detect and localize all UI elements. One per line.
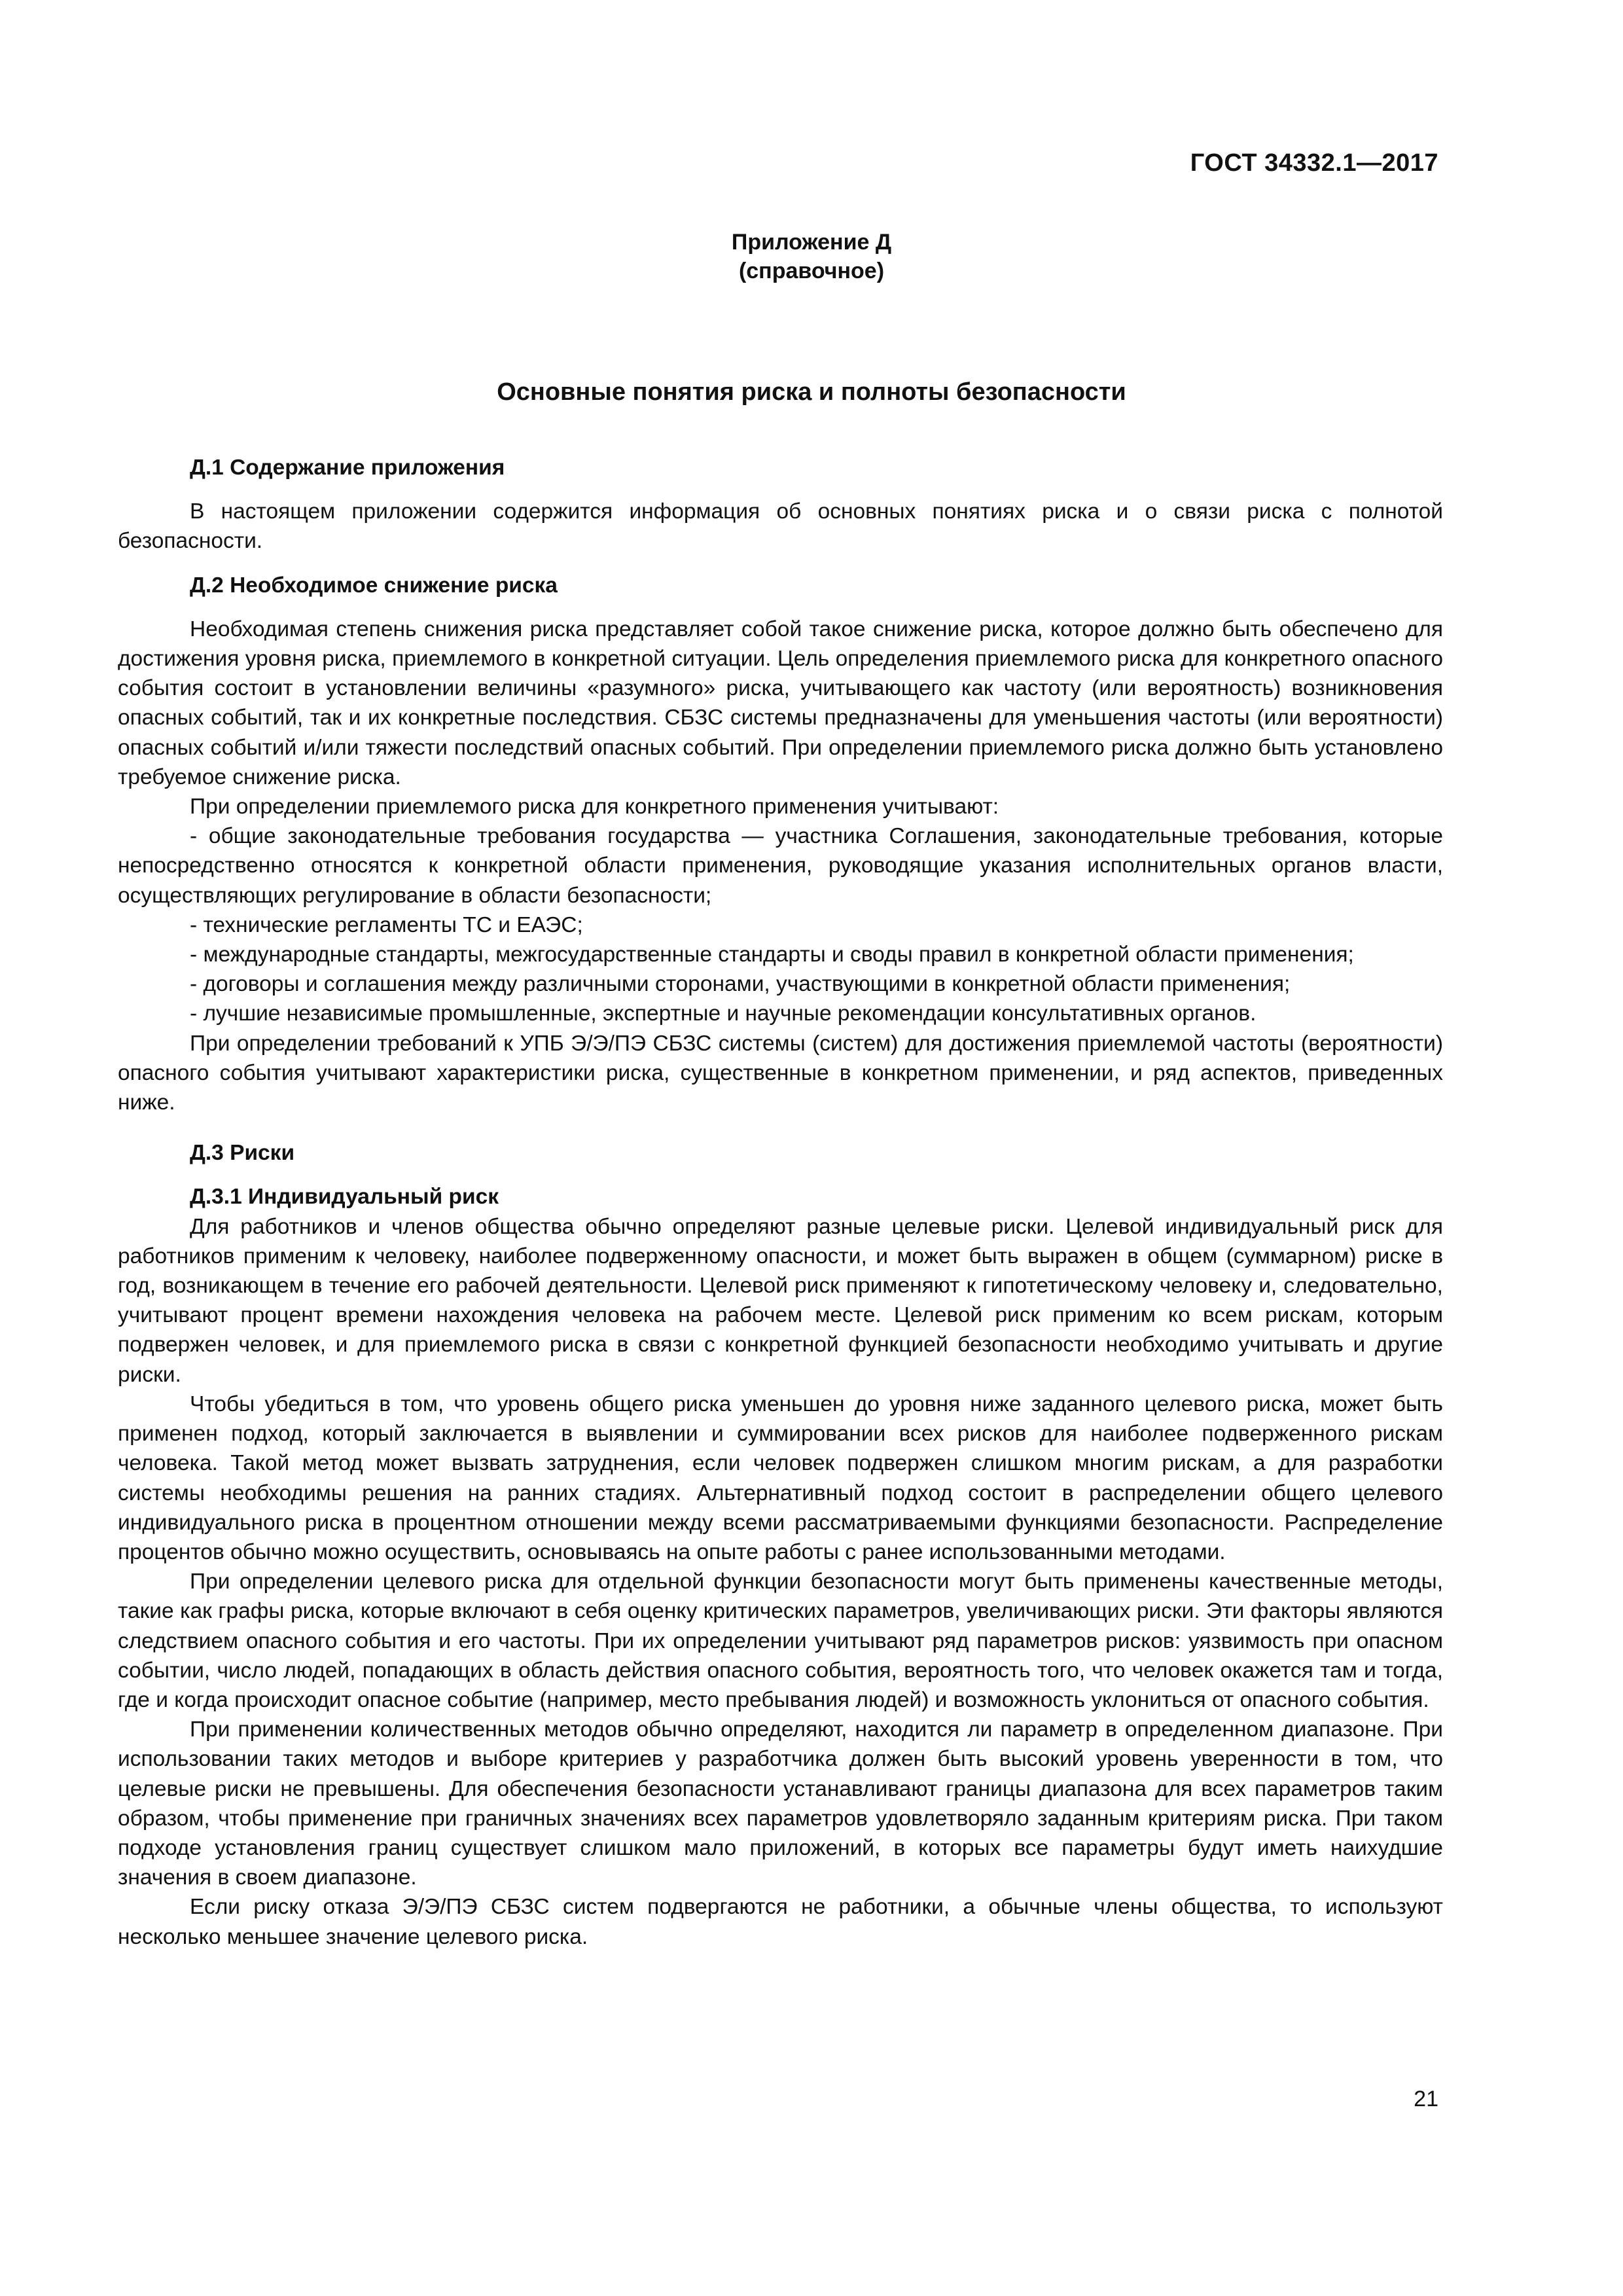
page-title: Основные понятия риска и полноты безопасности xyxy=(497,378,1126,406)
list-item: - лучшие независимые промышленные, экспертные и научные рекомендации консультативных органов. xyxy=(190,1001,1257,1026)
list-item: - договоры и соглашения между различными сторонами, участвующими в конкретной области применения; xyxy=(190,972,1291,997)
appendix-title: Приложение Д xyxy=(731,230,892,255)
list-item: - технические регламенты ТС и ЕАЭС; xyxy=(190,912,583,937)
paragraph: При определении целевого риска для отдельной функции безопасности могут быть применены качественные методы, такие как графы риска, которые включают в себя оценку критических параметров, увеличивающих риски. Эти факторы являются следствием опасного события и его частоты. При их определении учитывают ряд параметров рисков: уязвимость при опасном событии, число людей, попадающих в область действия опасного события, вероятность того, что человек окажется там и тогда, где и когда происходит опасное событие (например, место пребывания людей) и возможность уклониться от опасного события. xyxy=(118,1570,1443,1712)
page-number: 21 xyxy=(1414,2087,1438,2111)
appendix-heading xyxy=(0,228,1623,285)
paragraph: При определении приемлемого риска для конкретного применения учитывают: xyxy=(190,795,999,819)
section-heading-d3: Д.3 Риски xyxy=(190,1141,295,1166)
paragraph: В настоящем приложении содержится информация об основных понятиях риска и о связи риска с полнотой безопасности. xyxy=(118,499,1443,554)
list-item: - международные стандарты, межгосударственные стандарты и своды правил в конкретной области применения; xyxy=(190,942,1354,967)
section-heading-d1: Д.1 Содержание приложения xyxy=(190,456,505,480)
paragraph: Если риску отказа Э/Э/ПЭ СБЗС систем подвергаются не работники, а обычные члены общества, то используют несколько меньшее значение целевого риска. xyxy=(118,1895,1443,1949)
paragraph: Необходимая степень снижения риска представляет собой такое снижение риска, которое должно быть обеспечено для достижения уровня риска, приемлемого в конкретной ситуации. Цель определения приемлемого риска для конкретного опасного события состоит в установлении величины «разумного» риска, учитывающего как частоту (или вероятность) возникновения опасных событий, так и их конкретные последствия. СБЗС системы предназначены для уменьшения частоты (или вероятности) опасных событий и/или тяжести последствий опасных событий. При определении приемлемого риска должно быть установлено требуемое снижение риска. xyxy=(118,617,1443,789)
subsection-heading-d3-1: Д.3.1 Индивидуальный риск xyxy=(190,1185,499,1210)
paragraph: При определении требований к УПБ Э/Э/ПЭ СБЗС системы (систем) для достижения приемлемой частоты (вероятности) опасного события учитывают характеристики риска, существенные в конкретном применении, и ряд аспектов, приведенных ниже. xyxy=(118,1031,1443,1115)
list-item: - общие законодательные требования государства — участника Соглашения, законодательные требования, которые непосредственно относятся к конкретной области применения, руководящие указания исполнительных органов власти, осуществляющих регулирование в области безопасности; xyxy=(118,824,1443,908)
paragraph: Для работников и членов общества обычно определяют разные целевые риски. Целевой индивидуальный риск для работников применим к человеку, наиболее подверженному опасности, и может быть выражен в общем (суммарном) риске в год, возникающем в течение его рабочей деятельности. Целевой риск применяют к гипотетическому человеку и, следовательно, учитывают процент времени нахождения человека на рабочем месте. Целевой риск применим ко всем рискам, которым подвержен человек, и для приемлемого риска в связи с конкретной функцией безопасности необходимо учитывать и другие риски. xyxy=(118,1214,1443,1387)
paragraph: Чтобы убедиться в том, что уровень общего риска уменьшен до уровня ниже заданного целевого риска, может быть применен подход, который заключается в выявлении и суммировании всех рисков для наиболее подверженного рискам человека. Такой метод может вызвать затруднения, если человек подвержен слишком многим рискам, а для разработки системы необходимы решения на ранних стадиях. Альтернативный подход состоит в распределении общего целевого индивидуального риска в процентном отношении между всеми рассматриваемыми функциями безопасности. Распределение процентов обычно можно осуществить, основываясь на опыте работы с ранее использованными методами. xyxy=(118,1391,1443,1564)
body-text xyxy=(118,453,1443,1952)
paragraph: При применении количественных методов обычно определяют, находится ли параметр в определенном диапазоне. При использовании таких методов и выборе критериев у разработчика должен быть высокий уровень уверенности в том, что целевые риски не превышены. Для обеспечения безопасности устанавливают границы диапазона для всех параметров таким образом, чтобы применение при граничных значениях всех параметров удовлетворяло заданным критериям риска. При таком подходе установления границ существует слишком мало приложений, в которых все параметры будут иметь наихудшие значения в своем диапазоне. xyxy=(118,1717,1443,1890)
section-heading-d2: Д.2 Необходимое снижение риска xyxy=(190,573,558,598)
standard-designation: ГОСТ 34332.1—2017 xyxy=(1190,149,1438,177)
appendix-note: (справочное) xyxy=(738,259,885,283)
